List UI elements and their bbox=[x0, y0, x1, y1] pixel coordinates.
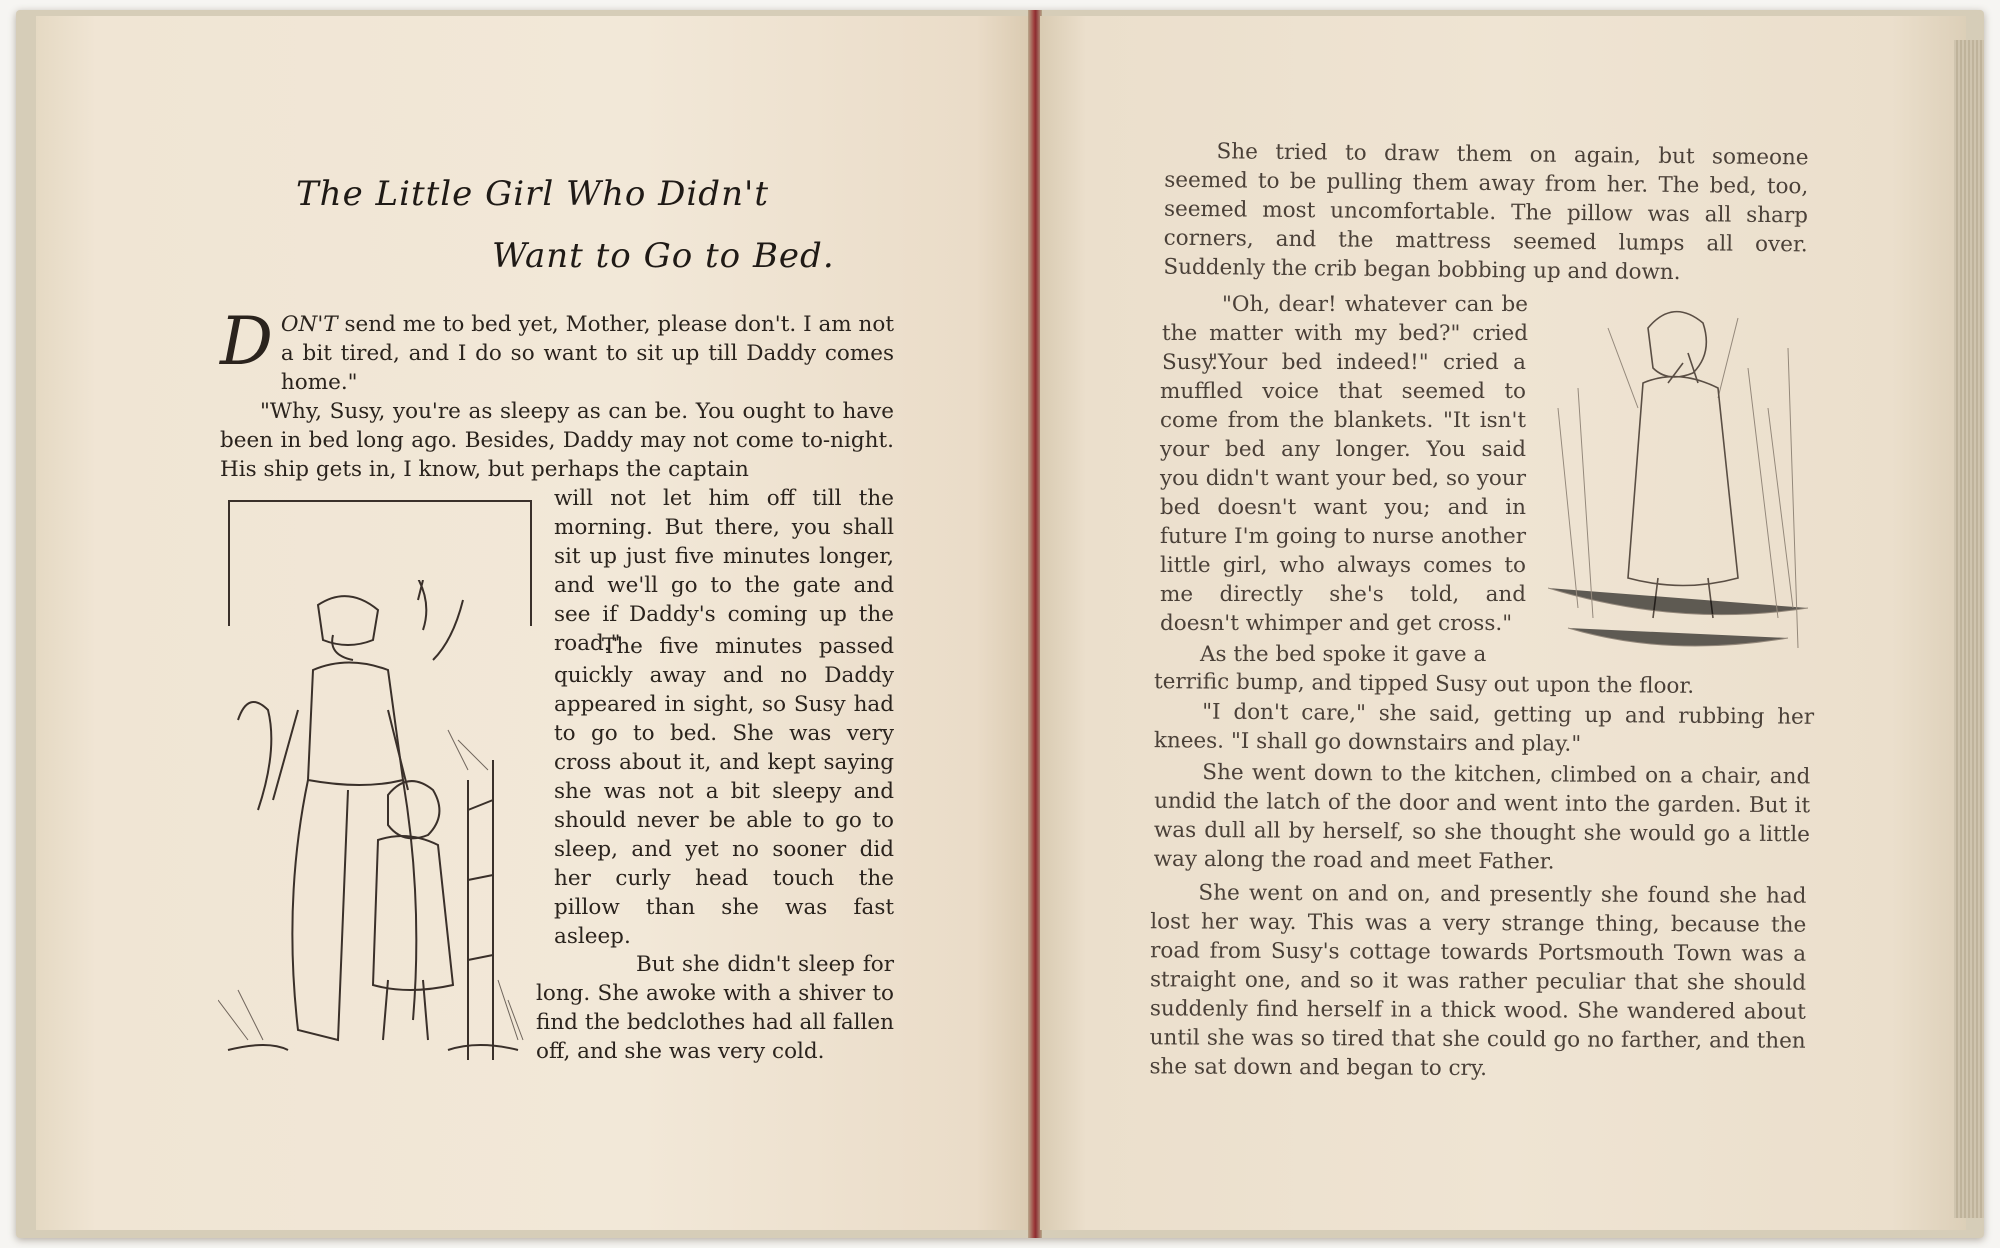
left-paragraph-3-top bbox=[554, 632, 894, 951]
left-paragraph-1 bbox=[220, 303, 894, 397]
left-paragraph-2: "Why, Susy, you're as sleepy as can be. You ought to have been in bed long ago. Besides, Daddy may not come to-night. His ship gets in, I know, but perhaps the captain bbox=[220, 399, 894, 482]
illustration-crying-girl bbox=[1548, 288, 1808, 668]
right-paragraph-7: She went on and on, and presently she found she had lost her way. This was a very strange thing, because the road from Susy's cottage towards Portsmouth Town was a straight one, and so it was rather peculiar that she should suddenly find herself in a thick wood. She wandered about until she was so tired that she could go no farther, and then she sat down and began to cry. bbox=[1149, 880, 1807, 1082]
right-paragraph-3: "Your bed indeed!" cried a muffled voice that seemed to come from the blankets. "It isn't your bed any longer. You said you didn't want your bed, so your bed doesn't want you; and in future I'm going to nurse another little girl, who always comes to me directly she's told, and doesn't whimper and get cross." bbox=[1160, 350, 1526, 636]
right-paragraph-2: "Oh, dear! whatever can be the matter with my bed?" cried Susy. bbox=[1162, 292, 1528, 375]
left-paragraph-1-text: send me to bed yet, Mother, please don't. I am not a bit tired, and I do so want to sit up till Daddy comes home." bbox=[280, 312, 894, 395]
drop-cap: D bbox=[220, 303, 273, 380]
opening-word: ON'T bbox=[280, 312, 338, 337]
chapter-title-line-1: The Little Girl Who Didn't bbox=[296, 174, 769, 214]
page-edges bbox=[1954, 40, 1984, 1218]
left-paragraph-4: But she didn't sleep for long. She awoke with a shiver to find the bedclothes had all fallen off, and she was very cold. bbox=[536, 952, 894, 1064]
right-paragraph-4-wrap: As the bed spoke it gave a bbox=[1200, 642, 1487, 667]
left-paragraph-2-wrap: will not let him off till the morning. But there, you shall sit up just five minutes longer, and we'll go to the gate and see if Daddy's coming up the road." bbox=[554, 486, 894, 656]
illustration-mother-and-child bbox=[218, 580, 538, 1080]
right-paragraph-5: "I don't care," she said, getting up and rubbing her knees. "I shall go downstairs and play." bbox=[1153, 699, 1815, 757]
right-paragraph-4: terrific bump, and tipped Susy out upon the floor. bbox=[1153, 669, 1695, 699]
left-paragraph-3: The five minutes passed quickly away and no Daddy appeared in sight, so Susy had to go to bed. She was very cross about it, and kept saying she was not a bit sleepy and should never be able to go to sleep, and yet no sooner did her curly head touch the pillow than she was fast asleep. bbox=[554, 634, 894, 949]
right-paragraph-1: She tried to draw them on again, but someone seemed to be pulling them away from her. The bed, too, seemed most uncomfortable. The pillow was all sharp corners, and the mattress seemed lumps all over. Suddenly the crib began bobbing up and down. bbox=[1163, 139, 1809, 286]
right-paragraph-6: She went down to the kitchen, climbed on a chair, and undid the latch of the door and went into the garden. But it was dull all by herself, so she thought she would go a little way along the road and meet Father. bbox=[1153, 760, 1811, 875]
chapter-title-line-2: Want to Go to Bed. bbox=[492, 236, 835, 276]
